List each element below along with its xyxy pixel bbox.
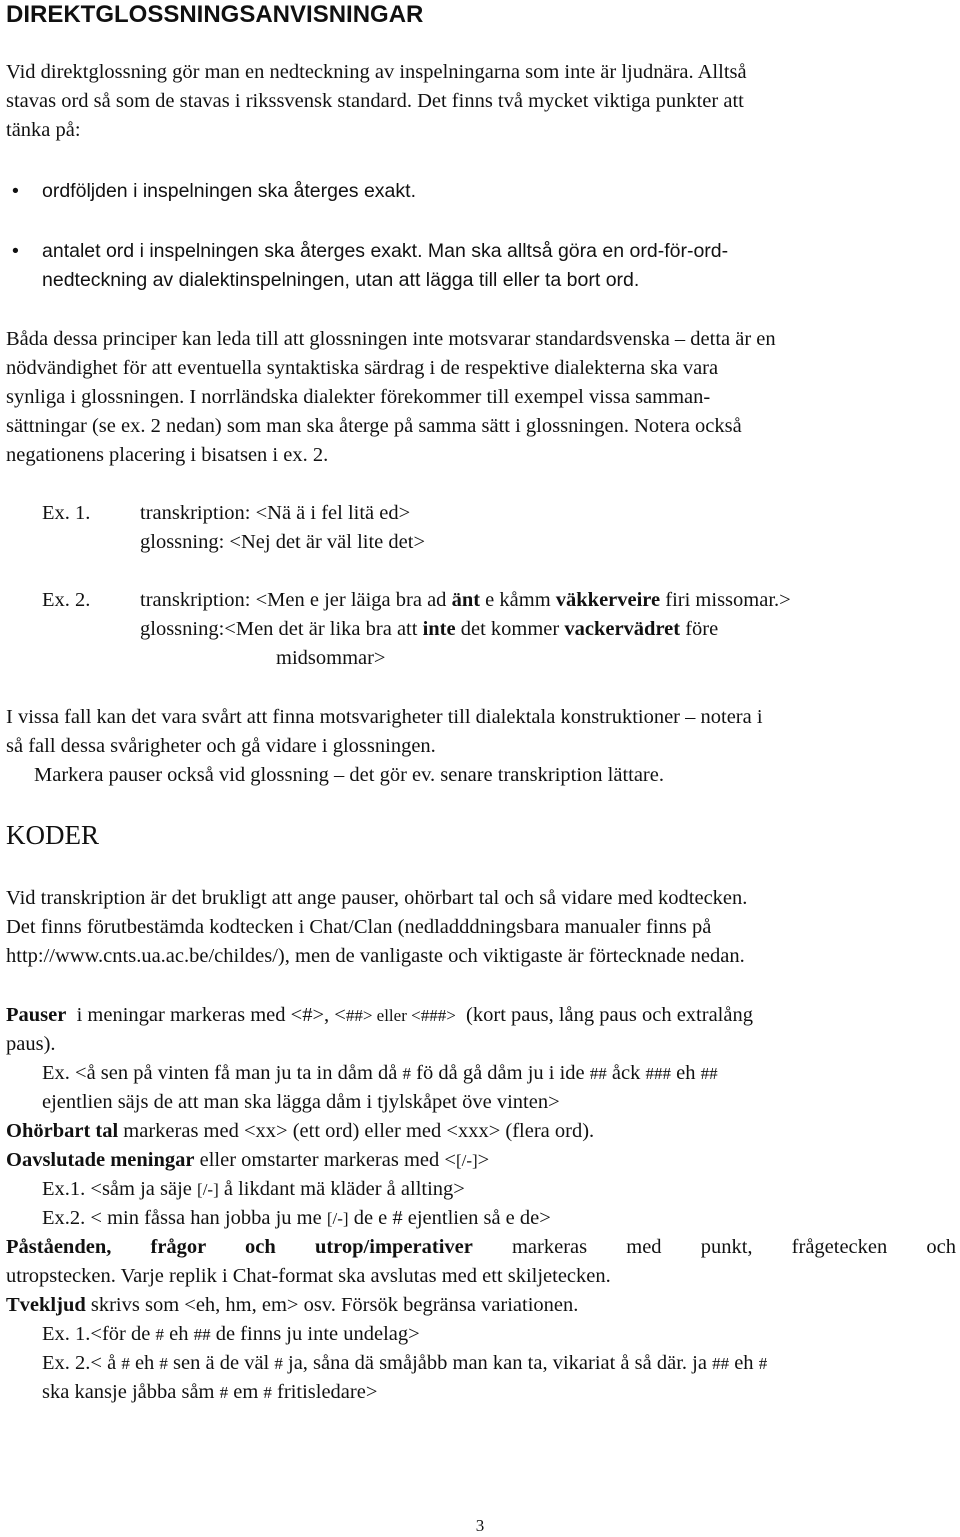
example-glossing: glossning:<Men det är lika bra att inte det kommer vackervädret före bbox=[140, 618, 719, 640]
page-number: 3 bbox=[475, 1516, 485, 1535]
text-line: Vid direktglossning gör man en nedteckning av inspelningarna som inte är ljudnära. Alltså bbox=[6, 61, 747, 83]
example-label: Ex. 2. bbox=[42, 589, 91, 611]
example-transcription: transkription: <Men e jer läiga bra ad änt e kåmm väkkerveire firi missomar.> bbox=[140, 589, 791, 611]
bullet-item bbox=[12, 237, 956, 295]
text-line: Pauser i meningar markeras med <#>, <##> eller <###> (kort paus, lång paus och extralång bbox=[6, 1004, 753, 1026]
example-line: Ex.2. < min fåssa han jobba ju me [/-] de e # ejentlien så e de> bbox=[42, 1207, 551, 1229]
intro-paragraph bbox=[6, 58, 956, 145]
text-line: så fall dessa svårigheter och gå vidare i glossningen. bbox=[6, 735, 436, 757]
text-line: utropstecken. Varje replik i Chat-format ska avslutas med ett skiljetecken. bbox=[6, 1265, 611, 1287]
pauser-section bbox=[6, 1001, 956, 1117]
codes-paragraph bbox=[6, 884, 956, 971]
text-line: Båda dessa principer kan leda till att glossningen inte motsvarar standardsvenska – detta är en bbox=[6, 328, 776, 350]
text-line: tänka på: bbox=[6, 119, 81, 141]
example-line: Ex. 1.<för de # eh ## de finns ju inte undelag> bbox=[42, 1323, 420, 1345]
bullet-icon: • bbox=[12, 180, 19, 202]
ohorbart-line: Ohörbart tal markeras med <xx> (ett ord) eller med <xxx> (flera ord). bbox=[6, 1120, 595, 1142]
text-line: negationens placering i bisatsen i ex. 2. bbox=[6, 444, 329, 466]
oavslutade-section bbox=[6, 1146, 956, 1233]
text-line: Vid transkription är det brukligt att ange pauser, ohörbart tal och så vidare med kodtecken. bbox=[6, 887, 748, 909]
text-line: antalet ord i inspelningen ska återges exakt. Man ska alltså göra en ord-för-ord- bbox=[42, 240, 729, 262]
text-line: nödvändighet för att eventuella syntaktiska särdrag i de respektive dialekterna ska vara bbox=[6, 357, 719, 379]
text-line: Det finns förutbestämda kodtecken i Chat/Clan (nedladddningsbara manualer finns på bbox=[6, 916, 712, 938]
text-line: paus). bbox=[6, 1033, 56, 1055]
text-line: synliga i glossningen. I norrländska dialekter förekommer till exempel vissa samman- bbox=[6, 386, 711, 408]
text-line: http://www.cnts.ua.ac.be/childes/), men de vanligaste och viktigaste är förtecknade nedan. bbox=[6, 945, 745, 967]
example-line: Ex. <å sen på vinten få man ju ta in dåm då # fö då gå dåm ju i ide ## åck ### eh ## bbox=[42, 1062, 718, 1084]
example-line: ejentlien säjs de att man ska lägga dåm i tjylskåpet öve vinten> bbox=[42, 1091, 560, 1113]
example-line: ska kansje jåbba såm # em # fritisledare> bbox=[42, 1381, 378, 1403]
text-line: Tvekljud skrivs som <eh, hm, em> osv. Försök begränsa variationen. bbox=[6, 1294, 579, 1316]
example-label: Ex. 1. bbox=[42, 502, 91, 524]
example-line: Ex. 2.< å # eh # sen ä de väl # ja, såna dä småjåbb man kan ta, vikariat å så där. ja ## eh # bbox=[42, 1352, 768, 1374]
example-glossing: glossning: <Nej det är väl lite det> bbox=[140, 531, 426, 553]
example-glossing-continued: midsommar> bbox=[276, 647, 386, 669]
example-transcription: transkription: <Nä ä i fel litä ed> bbox=[140, 502, 411, 524]
difficulty-paragraph bbox=[6, 703, 956, 790]
page-title: DIREKTGLOSSNINGSANVISNINGAR bbox=[6, 1, 424, 28]
text-line: stavas ord så som de stavas i rikssvensk standard. Det finns två mycket viktiga punkter att bbox=[6, 90, 744, 112]
pastaenden-section bbox=[6, 1233, 956, 1291]
text-line: Markera pauser också vid glossning – det gör ev. senare transkription lättare. bbox=[34, 764, 664, 786]
text-line: Oavslutade meningar eller omstarter markeras med <[/-]> bbox=[6, 1149, 490, 1171]
text-line: nedteckning av dialektinspelningen, utan att lägga till eller ta bort ord. bbox=[42, 269, 640, 291]
section-heading: KODER bbox=[6, 820, 99, 850]
example-line: Ex.1. <såm ja säje [/-] å likdant mä kläder å allting> bbox=[42, 1178, 465, 1200]
text-line: Påståenden, frågor och utrop/imperativer markeras med punkt, frågetecken och bbox=[6, 1236, 956, 1258]
tvekljud-section bbox=[6, 1291, 956, 1407]
principles-paragraph bbox=[6, 325, 956, 470]
bullet-icon: • bbox=[12, 240, 19, 262]
bullet-item: • ordföljden i inspelningen ska återges exakt. bbox=[42, 177, 956, 206]
text-line: sättningar (se ex. 2 nedan) som man ska återge på samma sätt i glossningen. Notera också bbox=[6, 415, 742, 437]
text-line: I vissa fall kan det vara svårt att finna motsvarigheter till dialektala konstruktioner – notera i bbox=[6, 706, 763, 728]
